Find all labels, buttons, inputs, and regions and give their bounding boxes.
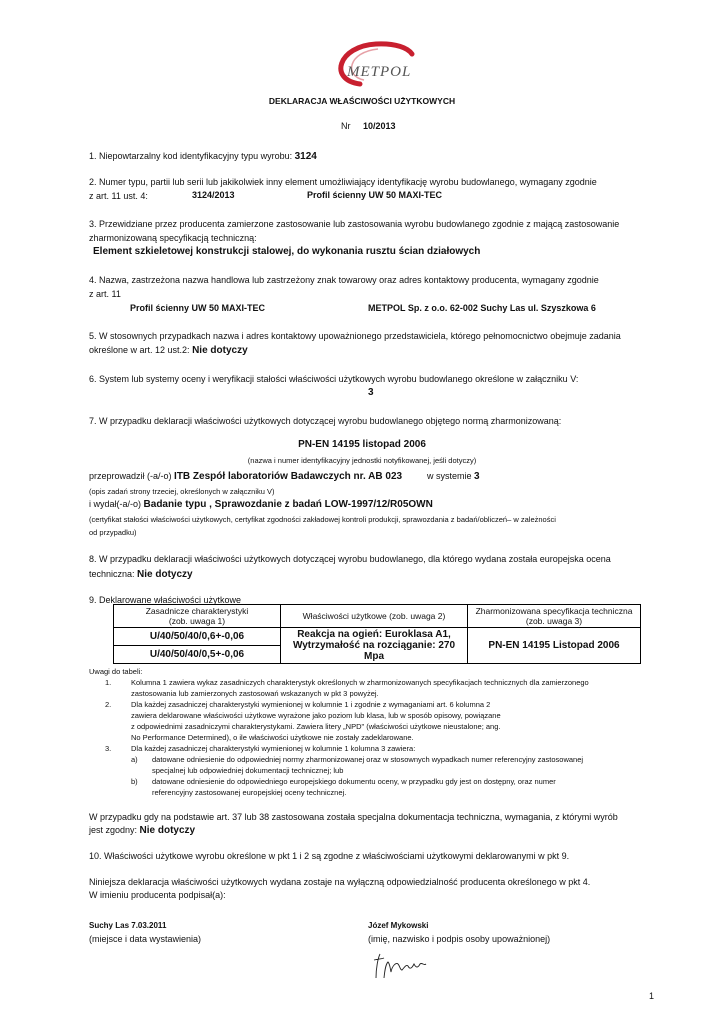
header-col1-line2: (zob. uwaga 1) xyxy=(168,616,226,626)
section-4-value1: Profil ścienny UW 50 MAXI-TEC xyxy=(130,303,266,313)
section-2-line2: z art. 11 ust. 4: xyxy=(89,191,148,201)
metpol-logo-graphic xyxy=(320,40,440,92)
section-7-cert-note1: (certyfikat stałości właściwości użytkowych, certyfikat zgodności zakładowej kontroli produkcji, sprawozdania z badań/obliczeń– w zależności xyxy=(89,515,556,524)
closing-line1: Niniejsza deklaracja właściwości użytkowych wydana zostaje na wyłączną odpowiedzialność producenta określonego w pkt 4. xyxy=(89,877,591,887)
issued-value: Badanie typu , Sprawozdanie z badań LOW-1997/12/R05OWN xyxy=(143,499,433,510)
section-1-text: 1. Niepowtarzalny kod identyfikacyjny typu wyrobu: xyxy=(89,151,293,161)
system-label: w systemie xyxy=(427,471,472,481)
subnote-a-num: a) xyxy=(131,755,138,764)
section-5-line2 xyxy=(89,345,248,356)
special-line1: W przypadku gdy na podstawie art. 37 lub 38 zastosowana została specjalna dokumentacja techniczna, wymagania, z którymi wyrób xyxy=(89,812,618,822)
section-2-value1: 3124/2013 xyxy=(192,190,235,200)
signatory-label: (imię, nazwisko i podpis osoby upoważnionej) xyxy=(368,934,551,944)
subnote-a-line1: datowane odniesienie do odpowiedniej normy zharmonizowanej oraz w stosownych wypadkach numer referencyjny zastosowanej xyxy=(152,755,584,764)
section-7-performed xyxy=(89,471,402,482)
section-7-text: 7. W przypadku deklaracji właściwości użytkowych dotyczącej wyrobu budowlanego objętego normą zharmonizowaną: xyxy=(89,416,562,426)
notes-heading: Uwagi do tabeli: xyxy=(89,667,143,676)
table-header-cell xyxy=(281,605,468,628)
special-line2 xyxy=(89,825,195,836)
note-2-line3: z odpowiednimi zasadniczymi charakterystykami. Zawiera litery „NPD" (właściwości użytkowe nieustalone; ang. xyxy=(131,722,501,731)
section-7-task-note: (opis zadań strony trzeciej, określonych w załączniku V) xyxy=(89,487,275,496)
special-value: Nie dotyczy xyxy=(139,825,196,836)
table-cell: PN-EN 14195 Listopad 2006 xyxy=(468,628,641,664)
header-col2-line1: Właściwości użytkowe (zob. uwaga 2) xyxy=(302,611,446,621)
table-cell xyxy=(281,628,468,664)
section-7-issued xyxy=(89,499,433,510)
section-6-text: 6. System lub systemy oceny i weryfikacji stałości właściwości użytkowych wyrobu budowlanego określone w załączniku V: xyxy=(89,374,579,384)
logo-text: METPOL xyxy=(347,64,412,80)
table-header-cell xyxy=(114,605,281,628)
note-2-line4: No Performance Determined), o ile właściwości użytkowe nie zostały zadeklarowane. xyxy=(131,733,414,742)
note-1-line2: zastosowania lub zamierzonych zastosowań wskazanych w pkt 3 powyżej. xyxy=(131,689,379,698)
section-7-norm: PN-EN 14195 listopad 2006 xyxy=(298,439,426,450)
section-9-text: 9. Deklarowane właściwości użytkowe xyxy=(89,595,242,605)
section-7-cert-note2: od przypadku) xyxy=(89,528,137,537)
section-3-line2: zharmonizowaną specyfikacją techniczną: xyxy=(89,233,257,243)
section-5-value: Nie dotyczy xyxy=(192,345,248,356)
page-title: DEKLARACJA WŁAŚCIWOŚCI UŻYTKOWYCH xyxy=(268,96,456,106)
performed-label: przeprowadził (-a/-o) xyxy=(89,471,172,481)
issued-label: i wydał(-a/-o) xyxy=(89,499,142,509)
subnote-b-line1: datowane odniesienie do odpowiedniego europejskiego dokumentu oceny, w przypadku gdy jest on dostępny, oraz numer xyxy=(152,777,556,786)
signature-graphic xyxy=(370,950,430,982)
table-row xyxy=(114,628,641,646)
note-1-line1: Kolumna 1 zawiera wykaz zasadniczych charakterystyk określonych w zharmonizowanych specyfikacjach technicznych dla zamierzonego xyxy=(131,678,589,687)
properties-table xyxy=(113,604,641,664)
section-1-value: 3124 xyxy=(294,151,317,162)
section-2-value2: Profil ścienny UW 50 MAXI-TEC xyxy=(307,190,443,200)
system-value: 3 xyxy=(474,471,480,482)
note-2-line2: zawiera deklarowane właściwości użytkowe wyrażone jako poziom lub klasa, lub w sposób opisowy, powiązane xyxy=(131,711,501,720)
table-cell: U/40/50/40/0,5+-0,06 xyxy=(114,646,281,664)
header-col1-line1: Zasadnicze charakterystyki xyxy=(145,606,249,616)
place-date-label: (miejsce i data wystawienia) xyxy=(89,934,202,944)
subnote-b-line2: referencyjny zastosowanej europejskiej oceny technicznej. xyxy=(152,788,347,797)
special-label: jest zgodny: xyxy=(89,825,138,835)
section-3-line1: 3. Przewidziane przez producenta zamierzone zastosowanie lub zastosowania wyrobu budowlanego zgodnie z mającą zastosowanie xyxy=(89,219,620,229)
note-3-num: 3. xyxy=(105,744,112,753)
col2-line2: Wytrzymałość na rozciąganie: 270 Mpa xyxy=(292,640,456,662)
section-7-system xyxy=(427,471,480,482)
section-8-label: techniczna: xyxy=(89,569,135,579)
section-4-line2: z art. 11 xyxy=(89,289,121,299)
performed-value: ITB Zespół laboratoriów Badawczych nr. AB 023 xyxy=(174,471,403,482)
header-col3-line1: Zharmonizowana specyfikacja techniczna xyxy=(475,606,633,616)
handwritten-signature xyxy=(370,950,430,984)
table-header-row xyxy=(114,605,641,628)
section-5-label: określone w art. 12 ust.2: xyxy=(89,345,190,355)
col2-line1: Reakcja na ogień: Euroklasa A1, xyxy=(297,629,451,640)
note-2-num: 2. xyxy=(105,700,112,709)
place-date: Suchy Las 7.03.2011 xyxy=(89,921,167,930)
page-number: 1 xyxy=(649,991,655,1001)
table-header-cell xyxy=(468,605,641,628)
note-1-num: 1. xyxy=(105,678,112,687)
declaration-number xyxy=(341,121,396,131)
section-4-line1: 4. Nazwa, zastrzeżona nazwa handlowa lub zastrzeżony znak towarowy oraz adres kontaktowy producenta, wymagany zgodnie xyxy=(89,275,599,285)
nr-label: Nr xyxy=(341,121,351,131)
table-cell: U/40/50/40/0,6+-0,06 xyxy=(114,628,281,646)
nr-value: 10/2013 xyxy=(363,121,396,131)
section-8-value: Nie dotyczy xyxy=(137,569,193,580)
header-col3-line2: (zob. uwaga 3) xyxy=(525,616,583,626)
section-8-line1: 8. W przypadku deklaracji właściwości użytkowych dotyczącej wyrobu budowlanego, dla którego wydana została europejska ocena xyxy=(89,554,611,564)
subnote-a-line2: specjalnej lub odpowiedniej dokumentacji technicznej; lub xyxy=(152,766,344,775)
note-3-line1: Dla każdej zasadniczej charakterystyki wymienionej w kolumnie 1 kolumna 3 zawiera: xyxy=(131,744,416,753)
subnote-b-num: b) xyxy=(131,777,138,786)
section-10-text: 10. Właściwości użytkowe wyrobu określone w pkt 1 i 2 są zgodne z właściwościami użytkowymi deklarowanymi w pkt 9. xyxy=(89,851,570,861)
section-2-line1: 2. Numer typu, partii lub serii lub jakikolwiek inny element umożliwiający identyfikację wyrobu budowlanego, wymagany zgodnie xyxy=(89,177,597,187)
section-7-norm-note: (nazwa i numer identyfikacyjny jednostki notyfikowanej, jeśli dotyczy) xyxy=(247,456,477,465)
section-8-line2 xyxy=(89,569,193,580)
metpol-logo xyxy=(320,40,440,92)
section-3-value: Element szkieletowej konstrukcji stalowej, do wykonania rusztu ścian działowych xyxy=(93,246,481,257)
signatory-name: Józef Mykowski xyxy=(368,921,429,930)
section-5-line1: 5. W stosownych przypadkach nazwa i adres kontaktowy upoważnionego przedstawiciela, którego pełnomocnictwo obejmuje zadania xyxy=(89,331,621,341)
closing-line2: W imieniu producenta podpisał(a): xyxy=(89,890,226,900)
section-1 xyxy=(89,151,317,162)
note-2-line1: Dla każdej zasadniczej charakterystyki wymienionej w kolumnie 1 i zgodnie z wymaganiami art. 6 kolumna 2 xyxy=(131,700,491,709)
section-6-value: 3 xyxy=(368,387,374,398)
section-4-value2: METPOL Sp. z o.o. 62-002 Suchy Las ul. Szyszkowa 6 xyxy=(368,303,596,313)
